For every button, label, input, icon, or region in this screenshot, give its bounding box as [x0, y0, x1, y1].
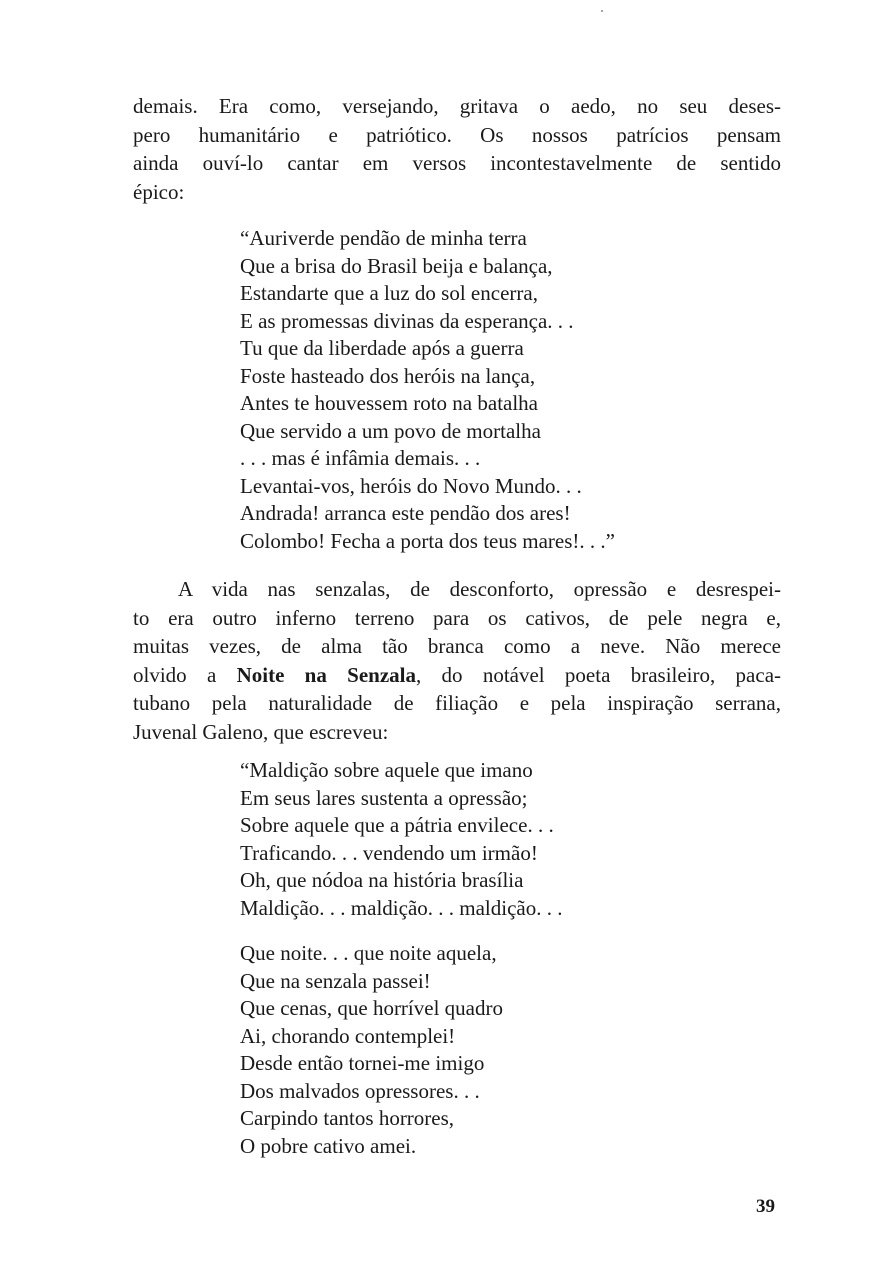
verse-line: Sobre aquele que a pátria envilece. . .	[240, 813, 554, 837]
text-line: épico:	[133, 179, 185, 204]
verse-line: Estandarte que a luz do sol encerra,	[240, 281, 538, 305]
verse-line: “Auriverde pendão de minha terra	[240, 226, 527, 250]
verse-line: Desde então tornei-me imigo	[240, 1051, 485, 1075]
verse-line: Que a brisa do Brasil beija e balança,	[240, 253, 553, 278]
text-line: demais. Era como, versejando, gritava o aedo, no seu deses-	[133, 94, 781, 118]
verse-line: Maldição. . . maldição. . . maldição. . .	[240, 895, 563, 920]
text-line	[133, 661, 781, 690]
paragraph-2	[133, 575, 781, 746]
verse-line: Antes te houvessem roto na batalha	[240, 391, 538, 415]
scan-speck	[601, 10, 603, 12]
page-number: 39	[756, 1196, 775, 1217]
poem-quote-2-stanza-1	[240, 757, 563, 922]
verse-line: Dos malvados opressores. . .	[240, 1078, 480, 1103]
verse-line: E as promessas divinas da esperança. . .	[240, 308, 574, 333]
verse-line: Que na senzala passei!	[240, 968, 431, 993]
poem-title-bold: Noite na Senzala	[236, 662, 416, 687]
text-line: A vida nas senzalas, de desconforto, opressão e desrespei-	[178, 577, 781, 601]
text-line: to era outro inferno terreno para os cativos, de pele negra e,	[133, 605, 781, 630]
verse-line: Ai, chorando contemplei!	[240, 1023, 456, 1048]
verse-line: Tu que da liberdade após a guerra	[240, 336, 524, 360]
verse-line: Que noite. . . que noite aquela,	[240, 941, 497, 965]
verse-line: . . . mas é infâmia demais. . .	[240, 446, 481, 470]
verse-line: O pobre cativo amei.	[240, 1133, 417, 1158]
paragraph-1	[133, 92, 781, 206]
verse-line: “Maldição sobre aquele que imano	[240, 758, 533, 782]
verse-line: Foste hasteado dos heróis na lança,	[240, 363, 536, 388]
poem-quote-1	[240, 225, 615, 555]
verse-line: Que servido a um povo de mortalha	[240, 418, 541, 443]
text-line: Juvenal Galeno, que escreveu:	[133, 719, 389, 744]
verse-line: Andrada! arranca este pendão dos ares!	[240, 501, 571, 525]
text-segment: , do notável poeta brasileiro, paca-	[416, 662, 782, 687]
text-line: muitas vezes, de alma tão branca como a neve. Não merece	[133, 634, 781, 658]
text-line: pero humanitário e patriótico. Os nossos patrícios pensam	[133, 122, 781, 147]
poem-quote-2-stanza-2	[240, 940, 503, 1160]
verse-line: Em seus lares sustenta a opressão;	[240, 785, 528, 810]
verse-line: Traficando. . . vendendo um irmão!	[240, 840, 538, 865]
verse-line: Carpindo tantos horrores,	[240, 1106, 455, 1130]
text-line: tubano pela naturalidade de filiação e pela inspiração serrana,	[133, 691, 781, 715]
text-line: ainda ouví-lo cantar em versos incontestavelmente de sentido	[133, 151, 781, 175]
text-segment: olvido a	[133, 662, 237, 687]
verse-line: Que cenas, que horrível quadro	[240, 996, 503, 1020]
verse-line: Levantai-vos, heróis do Novo Mundo. . .	[240, 473, 582, 498]
verse-line: Colombo! Fecha a porta dos teus mares!. . .”	[240, 528, 615, 553]
verse-line: Oh, que nódoa na história brasília	[240, 868, 524, 892]
